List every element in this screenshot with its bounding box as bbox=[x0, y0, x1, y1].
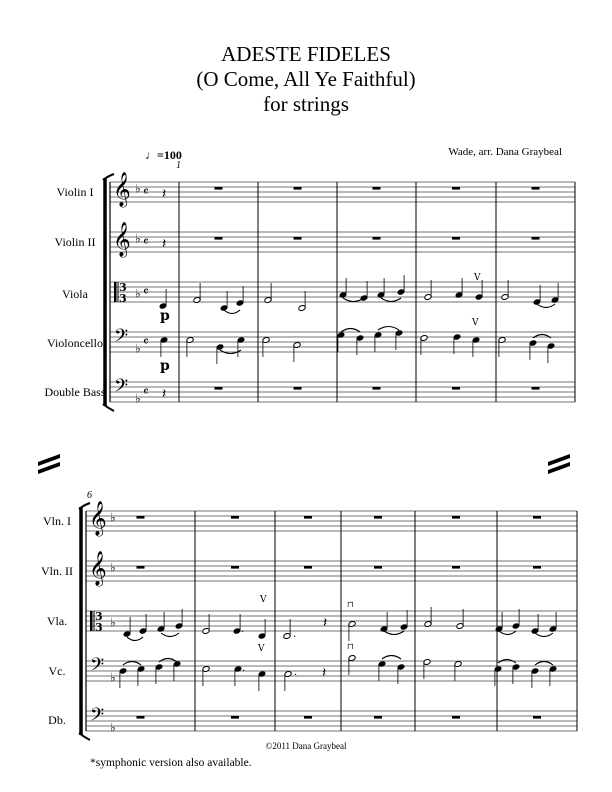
svg-text:♭: ♭ bbox=[135, 181, 141, 196]
svg-text:𝄴: 𝄴 bbox=[143, 235, 149, 250]
svg-text:V: V bbox=[260, 595, 267, 605]
svg-text:3: 3 bbox=[95, 621, 103, 634]
instrument-label: Vln. I bbox=[43, 514, 71, 528]
svg-text:𝄽: 𝄽 bbox=[162, 386, 167, 402]
instrument-label: Viola bbox=[62, 287, 88, 301]
svg-text:♭: ♭ bbox=[110, 670, 116, 685]
svg-text:V: V bbox=[258, 644, 265, 654]
title: ADESTE FIDELES bbox=[221, 42, 391, 66]
svg-text:♭: ♭ bbox=[135, 231, 141, 246]
svg-text:𝄽: 𝄽 bbox=[162, 236, 167, 252]
svg-text:𝄞: 𝄞 bbox=[89, 501, 107, 536]
instrument-label: Vc. bbox=[48, 664, 66, 678]
svg-text:𝄽: 𝄽 bbox=[323, 615, 328, 631]
instrumentation: for strings bbox=[263, 92, 349, 116]
svg-text:♭: ♭ bbox=[110, 510, 116, 525]
svg-text:p: p bbox=[160, 358, 170, 374]
svg-text:𝄞: 𝄞 bbox=[113, 172, 131, 207]
instrument-label: Violoncello bbox=[47, 336, 103, 350]
svg-text:.: . bbox=[294, 667, 298, 678]
svg-text:♭: ♭ bbox=[110, 615, 116, 630]
svg-text:V: V bbox=[474, 273, 481, 283]
svg-text:⊓: ⊓ bbox=[347, 600, 354, 609]
svg-text:3: 3 bbox=[119, 281, 127, 294]
svg-text:V: V bbox=[472, 318, 479, 328]
measure-number: 6 bbox=[87, 490, 92, 501]
tempo-marking: ♩=100 bbox=[145, 148, 182, 162]
svg-text:p: p bbox=[160, 308, 170, 324]
svg-text:𝄢: 𝄢 bbox=[90, 705, 105, 730]
svg-text:𝄴: 𝄴 bbox=[143, 385, 149, 400]
instrument-label: Vln. II bbox=[41, 564, 73, 578]
footnote: *symphonic version also available. bbox=[90, 757, 252, 769]
svg-text:♭: ♭ bbox=[135, 286, 141, 301]
copyright: ©2011 Dana Graybeal bbox=[265, 741, 347, 751]
instrument-label: Db. bbox=[48, 713, 66, 727]
svg-text:𝄽: 𝄽 bbox=[322, 665, 327, 681]
svg-text:𝄢: 𝄢 bbox=[114, 326, 129, 351]
measure-number: 1 bbox=[176, 160, 181, 171]
svg-text:♭: ♭ bbox=[110, 720, 116, 735]
svg-text:3: 3 bbox=[95, 610, 103, 623]
svg-text:𝄞: 𝄞 bbox=[89, 551, 107, 586]
svg-text:♭: ♭ bbox=[135, 341, 141, 356]
svg-text:𝄽: 𝄽 bbox=[162, 186, 167, 202]
svg-text:⊓: ⊓ bbox=[347, 642, 354, 651]
svg-text:.: . bbox=[241, 624, 245, 635]
svg-text:𝄴: 𝄴 bbox=[143, 285, 149, 300]
svg-text:𝄢: 𝄢 bbox=[90, 655, 105, 680]
instrument-label: Violin II bbox=[54, 235, 96, 249]
subtitle: (O Come, All Ye Faithful) bbox=[196, 67, 416, 91]
svg-text:♭: ♭ bbox=[110, 560, 116, 575]
svg-text:𝄢: 𝄢 bbox=[114, 376, 129, 401]
svg-text:.: . bbox=[293, 629, 297, 640]
svg-text:𝄴: 𝄴 bbox=[143, 185, 149, 200]
instrument-label: Double Bass bbox=[44, 385, 106, 399]
svg-text:3: 3 bbox=[119, 292, 127, 305]
instrument-label: Vla. bbox=[46, 614, 68, 628]
svg-text:𝄴: 𝄴 bbox=[143, 335, 149, 350]
svg-text:.: . bbox=[242, 663, 246, 674]
instrument-label: Violin I bbox=[56, 185, 94, 199]
svg-text:𝄞: 𝄞 bbox=[113, 222, 131, 257]
composer-credit: Wade, arr. Dana Graybeal bbox=[448, 146, 562, 158]
svg-text:♭: ♭ bbox=[135, 391, 141, 406]
